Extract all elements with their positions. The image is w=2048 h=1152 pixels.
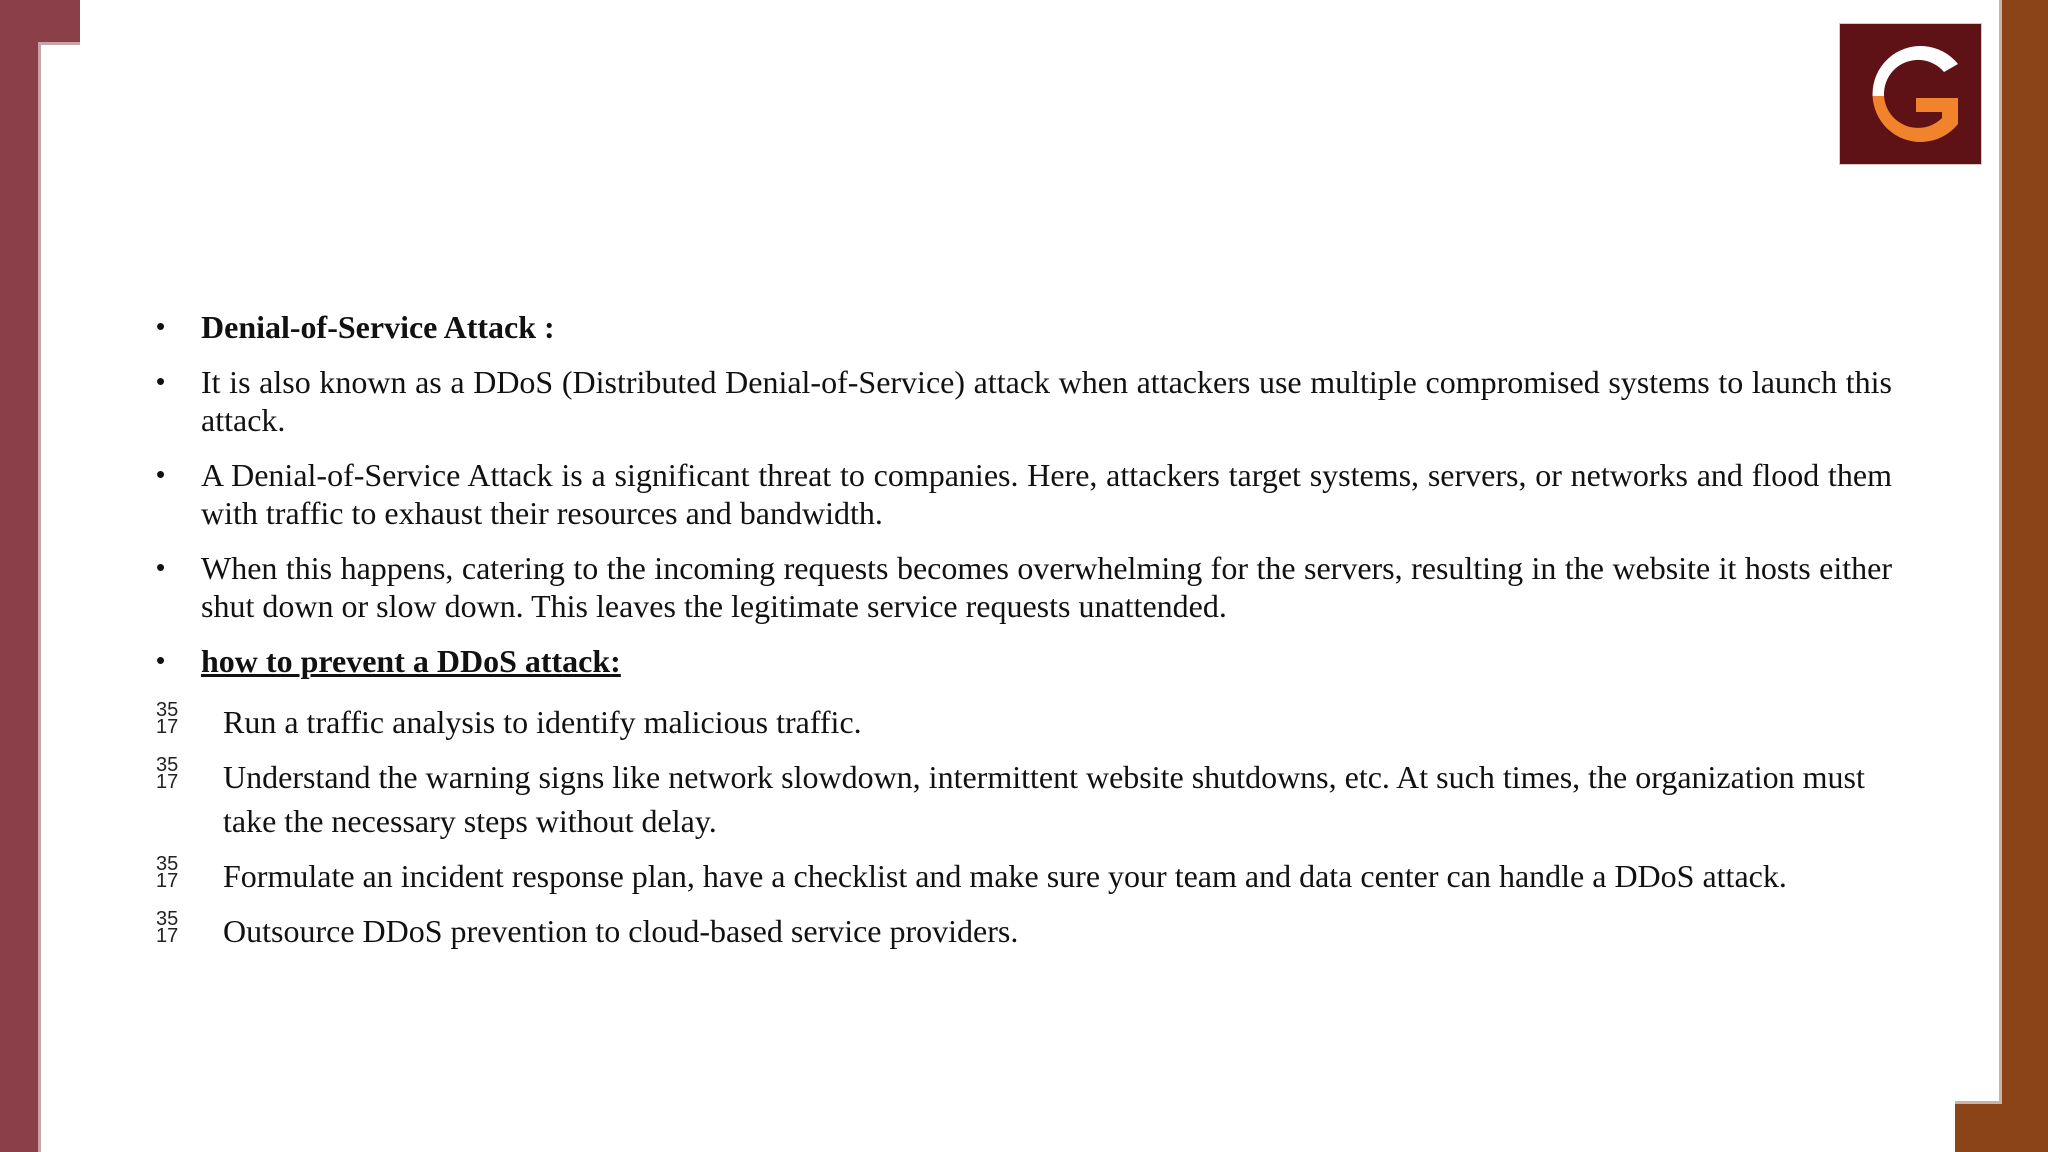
marker-top: 35: [156, 853, 179, 875]
prevention-step-text: Formulate an incident response plan, have a checklist and make sure your team and data center can handle a DDoS attack.: [223, 858, 1787, 894]
sub-bullet-marker: [156, 908, 186, 947]
prevention-step-text: Understand the warning signs like network slowdown, intermittent website shutdowns, etc. At such times, the organization must take the necessary steps without delay.: [223, 759, 1865, 839]
right-frame-shadow: [1999, 0, 2002, 1104]
prevention-step-text: Outsource DDoS prevention to cloud-based service providers.: [223, 913, 1019, 949]
sub-bullet-marker: [156, 754, 186, 793]
prevention-heading: how to prevent a DDoS attack:: [201, 643, 621, 679]
bullet-dot-icon: •: [156, 459, 166, 489]
prevention-step: [150, 909, 1903, 953]
marker-bottom: 17: [156, 771, 179, 793]
marker-bottom: 17: [156, 925, 179, 947]
g-logo-icon: [1839, 23, 1982, 165]
bullet-item: [150, 363, 1892, 439]
bullet-dot-icon: •: [156, 552, 166, 582]
bullet-dot-icon: •: [156, 645, 166, 675]
left-frame-shadow-top: [38, 42, 80, 45]
section-heading: Denial-of-Service Attack :: [201, 309, 555, 345]
slide-content: [150, 308, 1892, 964]
marker-bottom: 17: [156, 870, 179, 892]
sub-bullet-marker: [156, 699, 186, 738]
bullet-item: [150, 549, 1892, 625]
marker-top: 35: [156, 908, 179, 930]
left-frame-top-notch: [0, 0, 80, 42]
bullet-dot-icon: •: [156, 366, 166, 396]
bullet-list: [150, 308, 1892, 680]
prevention-step: [150, 755, 1903, 843]
sub-bullet-marker: [156, 853, 186, 892]
prevention-step: [150, 700, 1903, 744]
left-frame-bar: [0, 0, 38, 1152]
marker-top: 35: [156, 699, 179, 721]
prevention-step-text: Run a traffic analysis to identify malicious traffic.: [223, 704, 862, 740]
prevention-list: [150, 700, 1892, 953]
bullet-dot-icon: •: [156, 311, 166, 341]
bullet-item: [150, 308, 1892, 346]
bullet-item: [150, 642, 1892, 680]
right-frame-shadow-bottom: [1955, 1101, 2002, 1104]
marker-bottom: 17: [156, 716, 179, 738]
marker-top: 35: [156, 754, 179, 776]
bullet-text: When this happens, catering to the incoming requests becomes overwhelming for the servers, resulting in the website it hosts either shut down or slow down. This leaves the legitimate service requests unattended.: [201, 550, 1892, 624]
g-logo-graphic: [1840, 24, 1981, 164]
right-frame-bar: [2002, 0, 2048, 1152]
bullet-item: [150, 456, 1892, 532]
right-frame-bottom-notch: [1955, 1104, 2048, 1152]
left-frame-shadow: [38, 42, 41, 1152]
prevention-step: [150, 854, 1903, 898]
bullet-text: A Denial-of-Service Attack is a significant threat to companies. Here, attackers target systems, servers, or networks and flood them with traffic to exhaust their resources and bandwidth.: [201, 457, 1892, 531]
bullet-text: It is also known as a DDoS (Distributed Denial-of-Service) attack when attackers use multiple compromised systems to launch this attack.: [201, 364, 1892, 438]
